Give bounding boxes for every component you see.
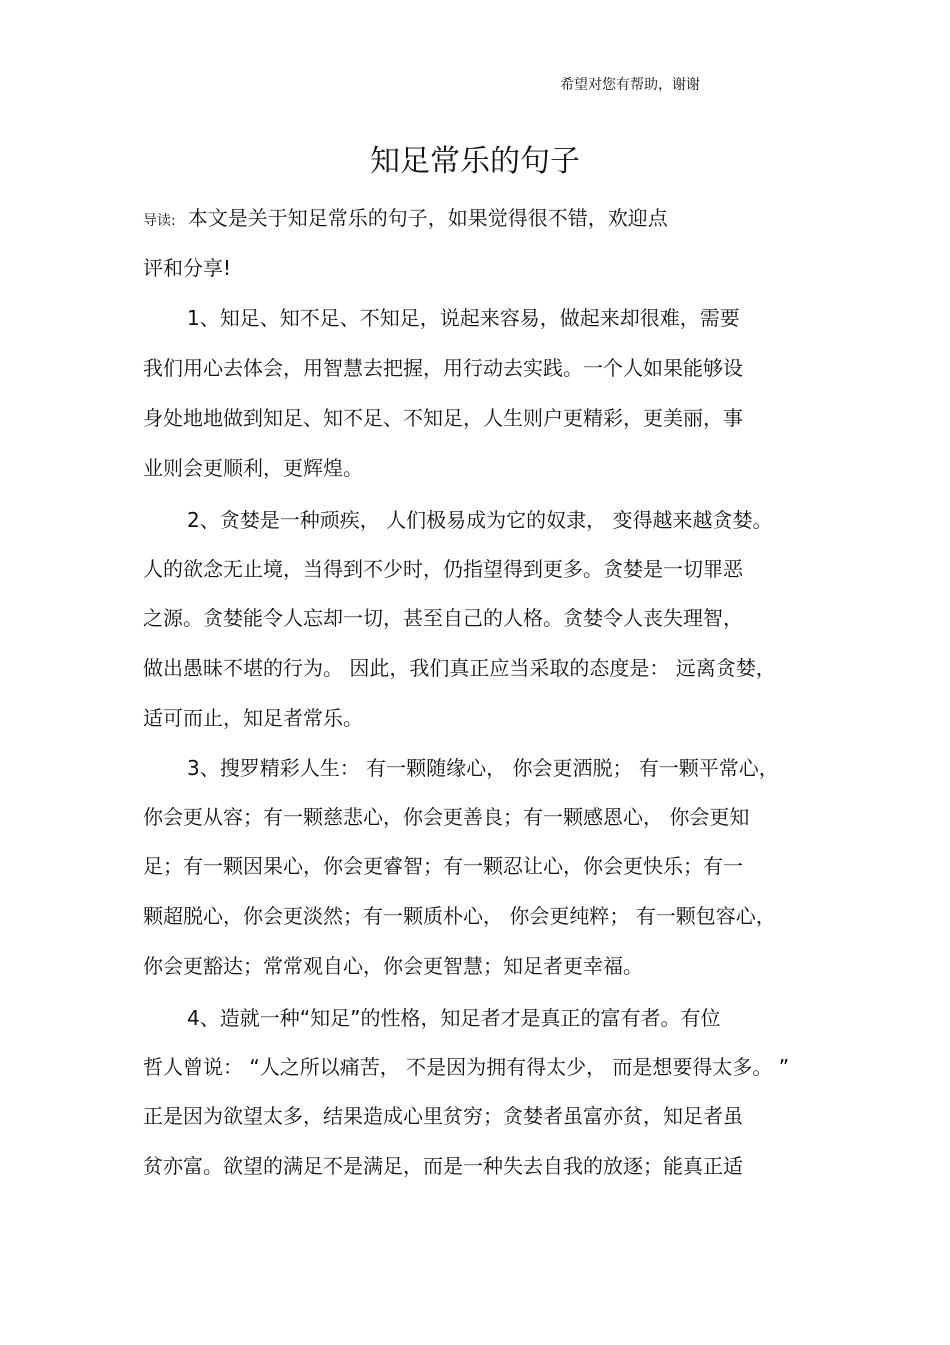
header-note: 希望对您有帮助，谢谢 (560, 77, 700, 93)
paragraph-3-line-3: 足；有一颗因果心，你会更睿智；有一颗忍让心，你会更快乐；有一 (143, 854, 743, 878)
paragraph-2-line-3: 之源。贪婪能令人忘却一切，甚至自己的人格。贪婪令人丧失理智， (143, 606, 743, 630)
paragraph-3-line-2: 你会更从容；有一颗慈悲心，你会更善良；有一颗感恩心， 你会更知 (143, 805, 750, 829)
paragraph-4-line-4: 贫亦富。欲望的满足不是满足，而是一种失去自我的放逐；能真正适 (143, 1154, 743, 1178)
intro-label: 导读: (143, 213, 176, 229)
paragraph-1-line-2: 我们用心去体会，用智慧去把握，用行动去实践。一个人如果能够设 (143, 356, 743, 380)
paragraph-2-line-1: 2、贪婪是一种顽疾， 人们极易成为它的奴隶， 变得越来越贪婪。 (187, 508, 773, 532)
paragraph-2-line-4: 做出愚昧不堪的行为。 因此，我们真正应当采取的态度是： 远离贪婪， (143, 656, 776, 680)
paragraph-3-line-1: 3、搜罗精彩人生： 有一颗随缘心， 你会更洒脱； 有一颗平常心， (187, 756, 779, 780)
paragraph-1-line-3: 身处地地做到知足、知不足、不知足，人生则户更精彩，更美丽，事 (143, 406, 743, 430)
intro-line-1 (143, 203, 668, 236)
page-title: 知足常乐的句子 (370, 144, 580, 179)
paragraph-4-line-3: 正是因为欲望太多，结果造成心里贫穷；贪婪者虽富亦贫，知足者虽 (143, 1104, 743, 1128)
paragraph-2-line-5: 适可而止，知足者常乐。 (143, 706, 363, 730)
paragraph-4-line-1: 4、造就一种“知足”的性格，知足者才是真正的富有者。有位 (187, 1006, 721, 1030)
paragraph-3-line-4: 颗超脱心，你会更淡然；有一颗质朴心， 你会更纯粹； 有一颗包容心， (143, 904, 776, 928)
intro-line-2: 评和分享! (143, 256, 232, 280)
paragraph-4-line-2: 哲人曾说： “人之所以痛苦， 不是因为拥有得太少， 而是想要得太多。 ” (143, 1055, 790, 1079)
intro-text: 本文是关于知足常乐的句子，如果觉得很不错，欢迎点 (187, 206, 668, 230)
paragraph-3-line-5: 你会更豁达；常常观自心，你会更智慧；知足者更幸福。 (143, 954, 643, 978)
paragraph-1-line-1: 1、知足、知不足、不知足，说起来容易，做起来却很难，需要 (187, 306, 740, 330)
paragraph-1-line-4: 业则会更顺利，更辉煌。 (143, 456, 363, 480)
paragraph-2-line-2: 人的欲念无止境，当得到不少时，仍指望得到更多。贪婪是一切罪恶 (143, 557, 743, 581)
